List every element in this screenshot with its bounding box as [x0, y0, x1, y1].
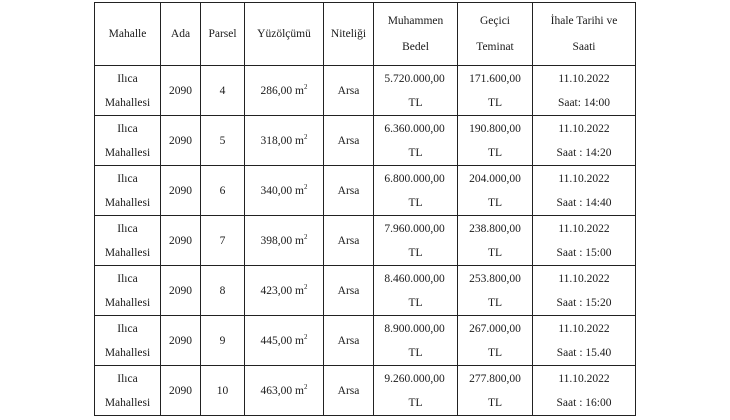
- cell-yuzolcumu: 398,00 $m^2$: [245, 216, 324, 266]
- cell-parsel: 8: [201, 266, 245, 316]
- cell-ada: 2090: [161, 266, 201, 316]
- cell-niteligi: Arsa: [324, 316, 374, 366]
- cell-niteligi: Arsa: [324, 116, 374, 166]
- cell-niteligi: Arsa: [324, 166, 374, 216]
- cell-ada: 2090: [161, 316, 201, 366]
- cell-yuzolcumu: 463,00 $m^2$: [245, 366, 324, 416]
- header-muhammen-bedel: Muhammen Bedel: [374, 3, 458, 66]
- cell-ada: 2090: [161, 116, 201, 166]
- table-body: [95, 66, 636, 416]
- table-row: [95, 116, 636, 166]
- cell-mahalle: Ilıca Mahallesi: [95, 266, 161, 316]
- header-gecici-teminat: Geçici Teminat: [458, 3, 533, 66]
- cell-niteligi: Arsa: [324, 66, 374, 116]
- cell-mahalle: Ilıca Mahallesi: [95, 366, 161, 416]
- cell-niteligi: Arsa: [324, 266, 374, 316]
- table-row: [95, 66, 636, 116]
- header-ada: Ada: [161, 3, 201, 66]
- cell-ihale-tarihi: 11.10.2022 Saat : 15:00: [533, 216, 636, 266]
- cell-mahalle: Ilıca Mahallesi: [95, 66, 161, 116]
- cell-parsel: 4: [201, 66, 245, 116]
- cell-parsel: 7: [201, 216, 245, 266]
- auction-table: [94, 2, 636, 416]
- cell-gecici-teminat: 253.800,00 TL: [458, 266, 533, 316]
- cell-mahalle: Ilıca Mahallesi: [95, 166, 161, 216]
- cell-ihale-tarihi: 11.10.2022 Saat : 14:40: [533, 166, 636, 216]
- cell-niteligi: Arsa: [324, 366, 374, 416]
- cell-gecici-teminat: 238.800,00 TL: [458, 216, 533, 266]
- cell-gecici-teminat: 190.800,00 TL: [458, 116, 533, 166]
- cell-parsel: 9: [201, 316, 245, 366]
- header-yuzolcumu: Yüzölçümü: [245, 3, 324, 66]
- table-row: [95, 316, 636, 366]
- cell-niteligi: Arsa: [324, 216, 374, 266]
- cell-parsel: 5: [201, 116, 245, 166]
- cell-yuzolcumu: 318,00 $m^2$: [245, 116, 324, 166]
- cell-muhammen-bedel: 8.460.000,00 TL: [374, 266, 458, 316]
- header-parsel: Parsel: [201, 3, 245, 66]
- cell-muhammen-bedel: 7.960.000,00 TL: [374, 216, 458, 266]
- cell-parsel: 10: [201, 366, 245, 416]
- cell-mahalle: Ilıca Mahallesi: [95, 116, 161, 166]
- cell-ihale-tarihi: 11.10.2022 Saat: 14:00: [533, 66, 636, 116]
- header-niteligi: Niteliği: [324, 3, 374, 66]
- cell-ihale-tarihi: 11.10.2022 Saat : 14:20: [533, 116, 636, 166]
- cell-yuzolcumu: 340,00 $m^2$: [245, 166, 324, 216]
- header-mahalle: Mahalle: [95, 3, 161, 66]
- cell-mahalle: Ilıca Mahallesi: [95, 216, 161, 266]
- auction-table-container: [94, 2, 635, 416]
- cell-muhammen-bedel: 6.360.000,00 TL: [374, 116, 458, 166]
- cell-muhammen-bedel: 6.800.000,00 TL: [374, 166, 458, 216]
- cell-ihale-tarihi: 11.10.2022 Saat : 15.40: [533, 316, 636, 366]
- cell-gecici-teminat: 204.000,00 TL: [458, 166, 533, 216]
- cell-muhammen-bedel: 5.720.000,00 TL: [374, 66, 458, 116]
- cell-parsel: 6: [201, 166, 245, 216]
- cell-yuzolcumu: 286,00 $m^2$: [245, 66, 324, 116]
- table-header-row: [95, 3, 636, 66]
- cell-muhammen-bedel: 9.260.000,00 TL: [374, 366, 458, 416]
- cell-muhammen-bedel: 8.900.000,00 TL: [374, 316, 458, 366]
- cell-gecici-teminat: 267.000,00 TL: [458, 316, 533, 366]
- header-ihale-tarihi: İhale Tarihi ve Saati: [533, 3, 636, 66]
- cell-ada: 2090: [161, 216, 201, 266]
- table-row: [95, 166, 636, 216]
- cell-yuzolcumu: 423,00 $m^2$: [245, 266, 324, 316]
- cell-ihale-tarihi: 11.10.2022 Saat : 15:20: [533, 266, 636, 316]
- table-row: [95, 366, 636, 416]
- cell-gecici-teminat: 171.600,00 TL: [458, 66, 533, 116]
- cell-ada: 2090: [161, 66, 201, 116]
- cell-mahalle: Ilıca Mahallesi: [95, 316, 161, 366]
- cell-ihale-tarihi: 11.10.2022 Saat : 16:00: [533, 366, 636, 416]
- cell-ada: 2090: [161, 166, 201, 216]
- cell-ada: 2090: [161, 366, 201, 416]
- table-row: [95, 216, 636, 266]
- table-row: [95, 266, 636, 316]
- cell-gecici-teminat: 277.800,00 TL: [458, 366, 533, 416]
- cell-yuzolcumu: 445,00 $m^2$: [245, 316, 324, 366]
